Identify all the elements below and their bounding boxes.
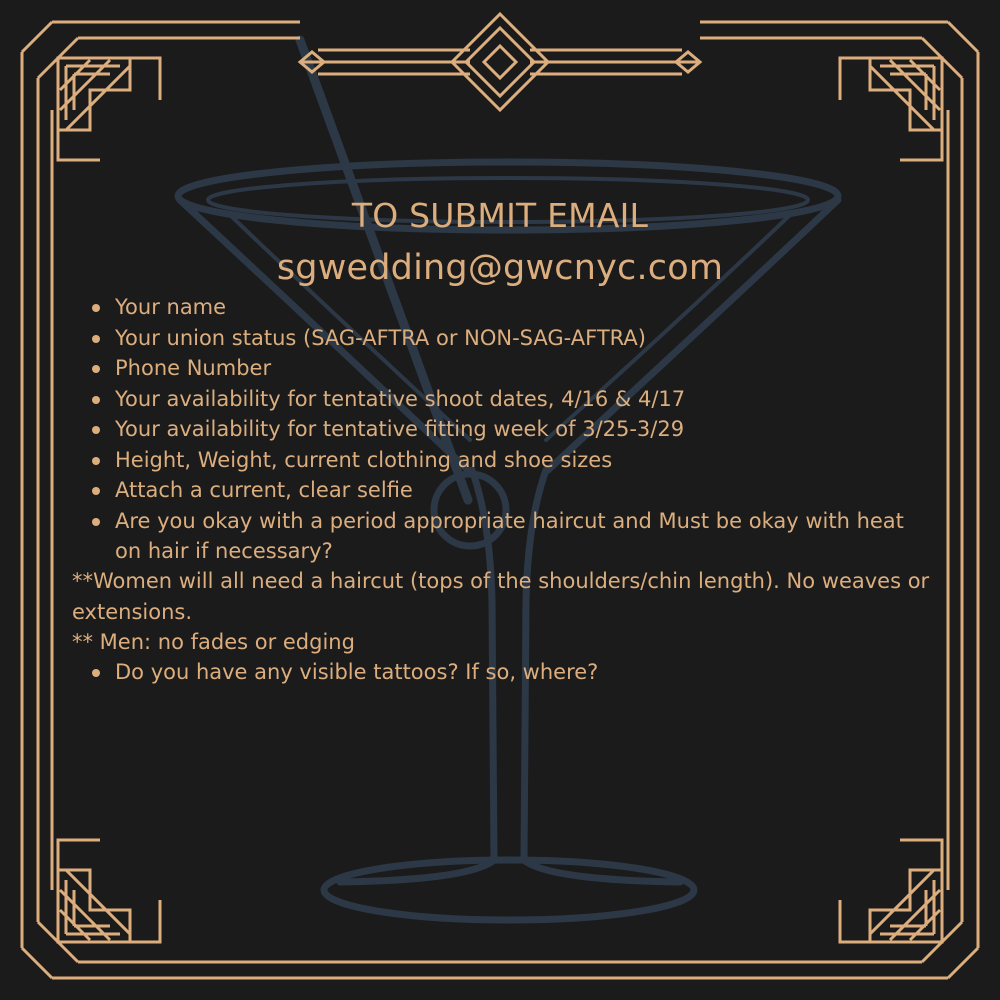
list-item: Your availability for tentative fitting week of 3/25-3/29 xyxy=(72,414,932,445)
list-item: Your union status (SAG-AFTRA or NON-SAG-AFTRA) xyxy=(72,323,932,354)
submission-email: sgwedding@gwcnyc.com xyxy=(276,248,724,288)
list-item: Phone Number xyxy=(72,353,932,384)
requirements-list-continued xyxy=(72,657,932,688)
page-title: TO SUBMIT EMAIL xyxy=(351,196,649,235)
list-item: Are you okay with a period appropriate haircut and Must be okay with heat on hair if necessary? xyxy=(72,506,932,567)
list-item: Your availability for tentative shoot dates, 4/16 & 4/17 xyxy=(72,384,932,415)
list-item: Attach a current, clear selfie xyxy=(72,475,932,506)
list-item: Do you have any visible tattoos? If so, where? xyxy=(72,657,932,688)
note-men: ** Men: no fades or edging xyxy=(72,630,355,654)
requirements-list xyxy=(72,292,932,567)
list-item: Height, Weight, current clothing and shoe sizes xyxy=(72,445,932,476)
note-women: **Women will all need a haircut (tops of the shoulders/chin length). No weaves or extensions. xyxy=(72,569,930,624)
list-item: Your name xyxy=(72,292,932,323)
